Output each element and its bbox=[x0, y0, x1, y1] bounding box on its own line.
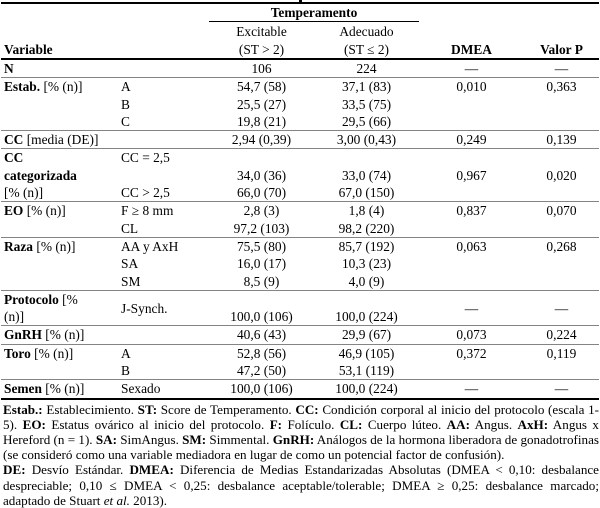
header-adecuado-line1: Adecuado bbox=[339, 24, 394, 40]
header-empty-variable bbox=[1, 3, 117, 22]
cell-excitable bbox=[209, 344, 314, 380]
table-row bbox=[1, 149, 599, 202]
cell-dmea bbox=[419, 237, 524, 290]
cell-line: F ≥ 8 mm bbox=[121, 203, 174, 219]
cell-line: 2,8 (3) bbox=[243, 203, 280, 219]
cell-line: SM bbox=[121, 273, 141, 289]
cell-dmea bbox=[419, 59, 524, 78]
table-row bbox=[1, 59, 599, 78]
footnote-paragraph: DE: Desvío Estándar. DMEA: Diferencia de Medias Estandarizadas Absolutas (DMEA < 0,10: desbalance despreciable; 0,10 ≤ DMEA < 0,25: desbalance aceptable/tolerable; DMEA ≥ 0,25: desbalance marcado; adaptado de Stuart et al. 2013). bbox=[3, 462, 599, 508]
cell-line: 0,268 bbox=[546, 238, 577, 254]
footnotes bbox=[3, 402, 599, 508]
header-excitable bbox=[209, 22, 314, 60]
header-excitable-line1: Excitable bbox=[236, 24, 287, 40]
cell-valorp bbox=[524, 237, 599, 290]
cell-variable bbox=[1, 59, 117, 78]
cell-line: Estab. [% (n)] bbox=[4, 79, 83, 95]
cell-line: — bbox=[554, 61, 569, 76]
header-empty-dmea bbox=[419, 3, 524, 22]
cell-line: 10,3 (23) bbox=[341, 256, 392, 272]
footnote-paragraph: Estab.: Establecimiento. ST: Score de Temperamento. CC: Condición corporal al inicio del protocolo (escala 1-5). EO: Estatus ovárico al inicio del protocolo. F: Folículo. CL: Cuerpo lúteo. AA: Angus. AxH: Angus x Hereford (n = 1). SA: SimAngus. SM: Simmental. GnRH: Análogos de la hormona liberadora de gonadotrofinas (se consideró como una variable mediadora en lugar de como un potencial factor de confusión). bbox=[3, 401, 599, 463]
header-variable: Variable bbox=[1, 22, 117, 60]
cell-line: — bbox=[464, 300, 479, 316]
cell-line bbox=[314, 291, 419, 308]
cell-line: 0,249 bbox=[456, 132, 487, 148]
header-adecuado bbox=[314, 22, 419, 60]
cell-sub bbox=[117, 344, 209, 380]
cell-line: [% (n)] bbox=[4, 185, 44, 201]
cell-valorp bbox=[524, 344, 599, 380]
cell-line bbox=[209, 149, 314, 166]
cell-line bbox=[209, 291, 314, 308]
cell-line: 97,2 (103) bbox=[233, 220, 290, 236]
cell-line: SA bbox=[121, 256, 139, 272]
table-row bbox=[1, 78, 599, 131]
cell-line: AA y AxH bbox=[121, 238, 179, 254]
cell-adecuado bbox=[314, 202, 419, 238]
cell-line: 100,0 (106) bbox=[230, 381, 293, 397]
cell-adecuado bbox=[314, 59, 419, 78]
cell-line: 67,0 (150) bbox=[338, 185, 395, 201]
cell-line: 29,5 (66) bbox=[341, 113, 392, 129]
cell-adecuado bbox=[314, 290, 419, 326]
cell-variable bbox=[1, 78, 117, 131]
cell-excitable bbox=[209, 290, 314, 326]
table-body bbox=[1, 59, 599, 399]
table-row bbox=[1, 326, 599, 344]
cell-line: 75,5 (80) bbox=[236, 238, 287, 254]
cell-line: CC > 2,5 bbox=[121, 185, 170, 201]
cell-line: — bbox=[554, 381, 569, 397]
cell-line: — bbox=[464, 61, 479, 76]
cell-line: 100,0 (224) bbox=[335, 381, 398, 397]
table-row bbox=[1, 202, 599, 238]
header-spanner-row bbox=[1, 3, 599, 22]
header-excitable-line2: (ST > 2) bbox=[238, 41, 285, 57]
cell-excitable bbox=[209, 78, 314, 131]
cell-line: 66,0 (70) bbox=[236, 185, 287, 201]
header-row bbox=[1, 22, 599, 60]
cell-line: 33,0 (74) bbox=[341, 167, 392, 183]
cell-line: 47,2 (50) bbox=[236, 363, 287, 379]
cell-line: CC bbox=[4, 150, 24, 166]
cell-line: (n)] bbox=[4, 309, 25, 325]
table-row bbox=[1, 131, 599, 149]
cell-excitable bbox=[209, 380, 314, 399]
cell-sub bbox=[117, 149, 209, 202]
cell-line: 0,020 bbox=[546, 167, 577, 183]
header-empty-sub bbox=[117, 3, 209, 22]
cell-excitable bbox=[209, 202, 314, 238]
cell-adecuado bbox=[314, 78, 419, 131]
cell-variable bbox=[1, 149, 117, 202]
cell-line: 4,0 (9) bbox=[348, 273, 385, 289]
cell-line: 46,9 (105) bbox=[338, 345, 395, 361]
cell-line: 2,94 (0,39) bbox=[231, 132, 292, 148]
cell-valorp bbox=[524, 380, 599, 399]
cell-valorp bbox=[524, 131, 599, 149]
cell-line bbox=[419, 149, 524, 166]
cell-sub bbox=[117, 59, 209, 78]
cell-excitable bbox=[209, 149, 314, 202]
cell-variable bbox=[1, 202, 117, 238]
cell-adecuado bbox=[314, 326, 419, 344]
cell-line: 19,8 (21) bbox=[236, 113, 287, 129]
cell-dmea bbox=[419, 149, 524, 202]
cell-dmea bbox=[419, 131, 524, 149]
header-adecuado-line2: (ST ≤ 2) bbox=[343, 41, 390, 57]
cell-line: 0,372 bbox=[456, 345, 487, 361]
cell-line: — bbox=[464, 381, 479, 397]
header-dmea: DMEA bbox=[419, 22, 524, 60]
cropped-text-artifact bbox=[299, 0, 302, 3]
cell-line: 54,7 (58) bbox=[236, 79, 287, 95]
header-valor-p: Valor P bbox=[524, 22, 599, 60]
cell-line: 0,119 bbox=[546, 345, 577, 361]
cell-line: 85,7 (192) bbox=[338, 238, 395, 254]
cell-variable bbox=[1, 237, 117, 290]
cell-line: 98,2 (220) bbox=[338, 220, 395, 236]
table-header bbox=[1, 3, 599, 59]
cell-valorp bbox=[524, 290, 599, 326]
cell-dmea bbox=[419, 78, 524, 131]
cell-variable bbox=[1, 326, 117, 344]
cell-dmea bbox=[419, 326, 524, 344]
cell-line: 0,070 bbox=[546, 203, 577, 219]
cell-line bbox=[121, 167, 209, 184]
cell-line: B bbox=[121, 363, 130, 379]
cell-line: GnRH [% (n)] bbox=[4, 327, 85, 343]
cell-valorp bbox=[524, 149, 599, 202]
cell-line: C bbox=[121, 113, 130, 129]
cell-line: Semen [% (n)] bbox=[4, 381, 85, 397]
cell-line: B bbox=[121, 96, 130, 112]
header-sub-empty bbox=[117, 22, 209, 60]
cell-line: 224 bbox=[356, 61, 377, 76]
cell-excitable bbox=[209, 131, 314, 149]
cell-sub bbox=[117, 78, 209, 131]
cell-line: Sexado bbox=[121, 381, 161, 397]
cell-line: 0,073 bbox=[456, 327, 487, 343]
header-temperamento: Temperamento bbox=[209, 3, 419, 22]
cell-line: 100,0 (106) bbox=[230, 309, 293, 325]
cell-line: 100,0 (224) bbox=[335, 309, 398, 325]
cell-dmea bbox=[419, 202, 524, 238]
cell-variable bbox=[1, 131, 117, 149]
cell-line: 33,5 (75) bbox=[341, 96, 392, 112]
table-row bbox=[1, 344, 599, 380]
header-empty-valorp bbox=[524, 3, 599, 22]
table-row bbox=[1, 290, 599, 326]
cell-line: categorizada bbox=[4, 167, 77, 183]
cell-excitable bbox=[209, 237, 314, 290]
cell-variable bbox=[1, 344, 117, 380]
cell-sub bbox=[117, 380, 209, 399]
cell-line: N bbox=[4, 61, 14, 76]
cell-sub bbox=[117, 326, 209, 344]
cell-line: 0,063 bbox=[456, 238, 487, 254]
cell-sub bbox=[117, 202, 209, 238]
cell-line: EO [% (n)] bbox=[4, 203, 66, 219]
cell-excitable bbox=[209, 326, 314, 344]
cell-line bbox=[314, 149, 419, 166]
cell-line: — bbox=[554, 300, 569, 316]
table-row bbox=[1, 380, 599, 399]
cell-dmea bbox=[419, 380, 524, 399]
cell-line: 0,139 bbox=[546, 132, 577, 148]
cell-line: 0,363 bbox=[546, 79, 577, 95]
cell-line: 29,9 (67) bbox=[341, 327, 392, 343]
cell-adecuado bbox=[314, 131, 419, 149]
cell-adecuado bbox=[314, 380, 419, 399]
cell-line: 1,8 (4) bbox=[348, 203, 385, 219]
cell-line: CC = 2,5 bbox=[121, 150, 170, 166]
cell-variable bbox=[1, 380, 117, 399]
cell-line: 37,1 (83) bbox=[341, 79, 392, 95]
cell-line: Toro [% (n)] bbox=[4, 345, 74, 361]
cell-line: 52,8 (56) bbox=[236, 345, 287, 361]
table-row bbox=[1, 237, 599, 290]
cell-line: CC [media (DE)] bbox=[4, 132, 99, 148]
cell-line: 0,010 bbox=[456, 79, 487, 95]
cell-dmea bbox=[419, 290, 524, 326]
cell-line: 3,00 (0,43) bbox=[336, 132, 397, 148]
cell-line: A bbox=[121, 345, 131, 361]
cell-sub bbox=[117, 237, 209, 290]
cell-sub bbox=[117, 290, 209, 326]
cell-variable bbox=[1, 290, 117, 326]
cell-line: CL bbox=[121, 220, 139, 236]
cell-line: Protocolo [% bbox=[4, 291, 78, 307]
cell-valorp bbox=[524, 202, 599, 238]
cell-valorp bbox=[524, 326, 599, 344]
cell-line: J-Synch. bbox=[121, 300, 168, 316]
cell-line: 0,967 bbox=[456, 167, 487, 183]
cell-line: 40,6 (43) bbox=[236, 327, 287, 343]
cell-line: 0,224 bbox=[546, 327, 577, 343]
cell-line: Raza [% (n)] bbox=[4, 238, 76, 254]
cell-line: 25,5 (27) bbox=[236, 96, 287, 112]
cell-sub bbox=[117, 131, 209, 149]
cell-adecuado bbox=[314, 237, 419, 290]
cell-line: 0,837 bbox=[456, 203, 487, 219]
cell-line: 106 bbox=[251, 61, 272, 76]
cell-line: 8,5 (9) bbox=[243, 273, 280, 289]
cell-line: 34,0 (36) bbox=[236, 167, 287, 183]
cell-excitable bbox=[209, 59, 314, 78]
cell-line: 53,1 (119) bbox=[338, 363, 395, 379]
cell-line bbox=[524, 149, 599, 166]
temperament-table bbox=[1, 2, 599, 400]
cell-line: 16,0 (17) bbox=[236, 256, 287, 272]
cell-adecuado bbox=[314, 149, 419, 202]
cell-dmea bbox=[419, 344, 524, 380]
cell-adecuado bbox=[314, 344, 419, 380]
cell-line: A bbox=[121, 79, 131, 95]
cell-valorp bbox=[524, 59, 599, 78]
cell-valorp bbox=[524, 78, 599, 131]
